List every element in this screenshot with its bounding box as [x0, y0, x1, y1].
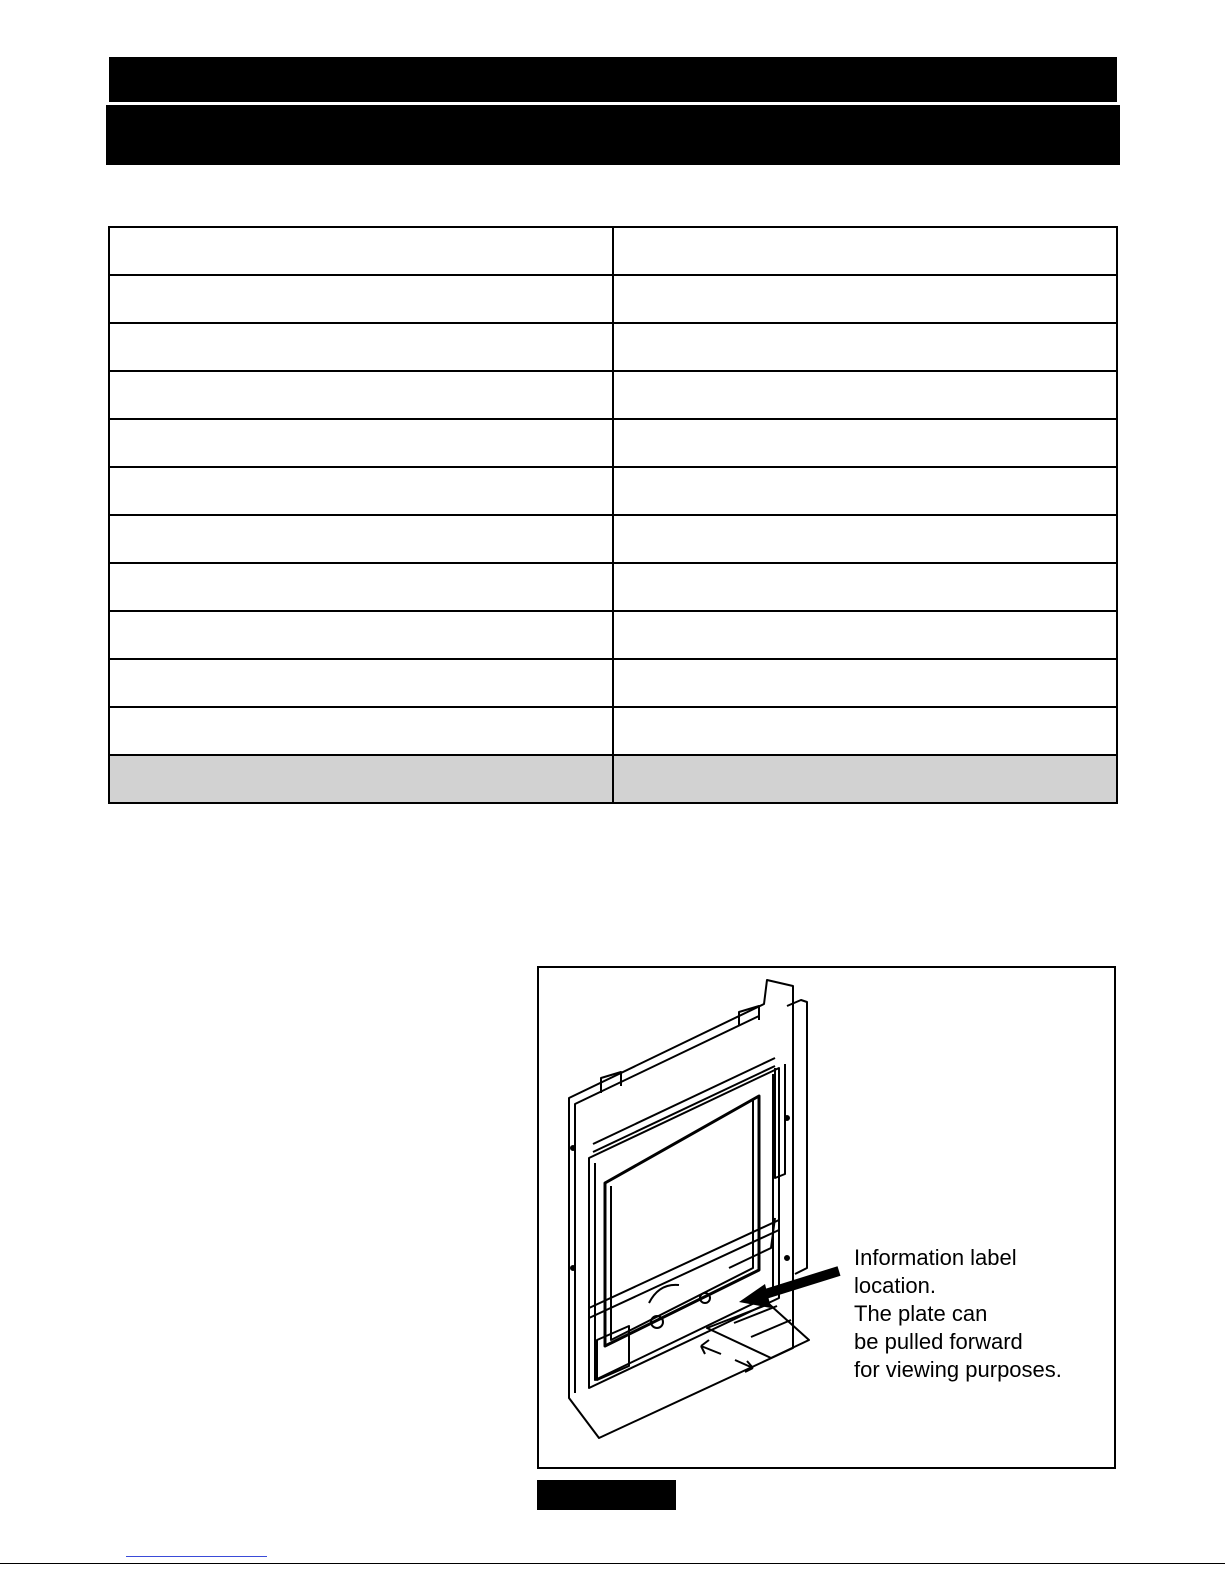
fireplace-insert-illustration [539, 968, 1114, 1467]
table-cell [109, 563, 613, 611]
figure-label-bar [537, 1480, 676, 1510]
table-cell [613, 515, 1117, 563]
table-cell [613, 227, 1117, 275]
table-cell [109, 275, 613, 323]
section-title-bar [106, 105, 1120, 165]
footer-divider [0, 1563, 1225, 1564]
table-cell [613, 371, 1117, 419]
table-cell [613, 659, 1117, 707]
table-row [109, 563, 1117, 611]
table-cell [613, 611, 1117, 659]
table-cell [109, 227, 613, 275]
table-cell [613, 467, 1117, 515]
table-row [109, 467, 1117, 515]
figure-frame [537, 966, 1116, 1469]
table-cell [109, 611, 613, 659]
table-row [109, 275, 1117, 323]
table-row [109, 419, 1117, 467]
table-cell [613, 275, 1117, 323]
table-cell [613, 707, 1117, 755]
specifications-table [108, 226, 1118, 804]
figure-caption: Information label location. The plate can be pulled forward for viewing purposes. [854, 1245, 1062, 1382]
title-bar [109, 57, 1117, 102]
table-row-shaded [109, 755, 1117, 803]
table-row [109, 659, 1117, 707]
table-cell [109, 755, 613, 803]
table-cell [109, 419, 613, 467]
table-cell [109, 323, 613, 371]
table-cell [109, 707, 613, 755]
table-cell [613, 755, 1117, 803]
table-cell [109, 659, 613, 707]
table-row [109, 611, 1117, 659]
table-row [109, 515, 1117, 563]
footer-link-underline[interactable] [126, 1556, 267, 1557]
table-row [109, 323, 1117, 371]
table-cell [613, 563, 1117, 611]
table-cell [613, 323, 1117, 371]
table-cell [109, 467, 613, 515]
table-cell [109, 371, 613, 419]
table-cell [613, 419, 1117, 467]
table-cell [109, 515, 613, 563]
table-row [109, 371, 1117, 419]
table-row [109, 707, 1117, 755]
table-row [109, 227, 1117, 275]
